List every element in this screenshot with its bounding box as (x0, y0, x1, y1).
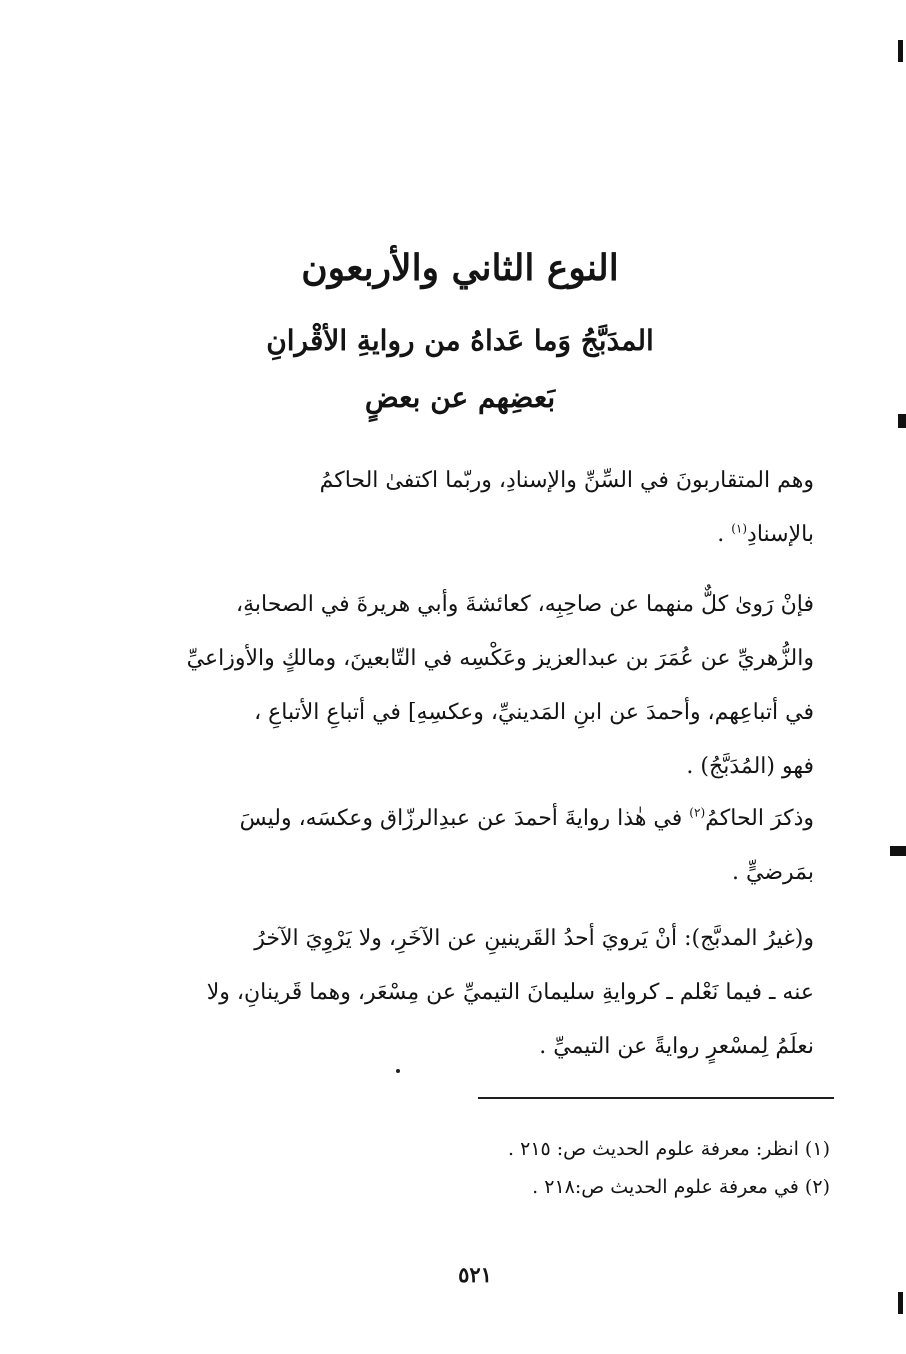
scan-speck (396, 1069, 400, 1073)
line-text: وذكرَ الحاكمُ (705, 806, 814, 831)
paragraph-line: نعلَمُ لِمسْعرٍ روايةً عن التيميِّ . (539, 1034, 814, 1059)
page-number: ٥٢١ (458, 1262, 492, 1287)
scan-edge-mark (898, 40, 903, 62)
line-text: بالإسنادِ (747, 522, 814, 547)
scan-edge-mark (898, 414, 906, 428)
scan-edge-mark (890, 846, 906, 856)
paragraph-line: بمَرضيٍّ . (732, 860, 814, 885)
chapter-subtitle-line-1: المدَبَّجُ وَما عَداهُ من روايةِ الأقْرانِ (266, 324, 654, 357)
scan-edge-mark (898, 1292, 903, 1314)
paragraph-line: فإنْ رَوىٰ كلٌّ منهما عن صاحِبِه، كعائشةَ وأبي هريرةَ في الصحابةِ، (235, 592, 814, 617)
paragraph-1 (128, 454, 814, 562)
footnotes (380, 1130, 830, 1206)
paragraph-line (128, 792, 814, 846)
paragraph-line: والزُّهريِّ عن عُمَرَ بن عبدالعزيز وعَكْسِه في التّابعينَ، ومالكٍ والأوزاعيِّ (186, 646, 814, 671)
line-text: في هٰذا روايةَ أحمدَ عن عبدِالرزّاق وعكسَه، وليسَ (239, 806, 683, 831)
paragraph-3 (128, 792, 814, 900)
paragraph-line: عنه ـ فيما نَعْلم ـ كروايةِ سليمانَ التيميِّ عن مِسْعَر، وهما قَرينانِ، ولا (206, 980, 814, 1005)
footnote-2: (٢) في معرفة علوم الحديث ص:٢١٨ . (532, 1176, 830, 1198)
footnote-separator (478, 1097, 834, 1099)
paragraph-2 (128, 578, 814, 794)
paragraph-4 (128, 912, 814, 1074)
chapter-subtitle-line-2: بَعضِهم عن بعضٍ (364, 381, 556, 414)
footnote-1: (١) انظر: معرفة علوم الحديث ص: ٢١٥ . (508, 1138, 830, 1160)
paragraph-line (128, 508, 814, 562)
line-text: . (717, 522, 725, 547)
chapter-title: النوع الثاني والأربعون (301, 247, 619, 289)
paragraph-line: في أتباعِهم، وأحمدَ عن ابنِ المَدينيِّ، وعكسِهِ] في أتباعِ الأتباعِ ، (254, 700, 814, 725)
paragraph-line: فهو (المُدَبَّجُ) . (686, 754, 814, 779)
footnote-ref-1[interactable]: (١) (731, 521, 748, 536)
footnote-ref-2[interactable]: (٢) (689, 805, 706, 820)
paragraph-line: وهم المتقاربونَ في السِّنِّ والإسنادِ، وربّما اكتفىٰ الحاكمُ (319, 468, 814, 493)
paragraph-line: و(غيرُ المدبَّج): أنْ يَرويَ أحدُ القَرينينِ عن الآخَرِ، ولا يَرْوِيَ الآخرُ (254, 926, 814, 951)
